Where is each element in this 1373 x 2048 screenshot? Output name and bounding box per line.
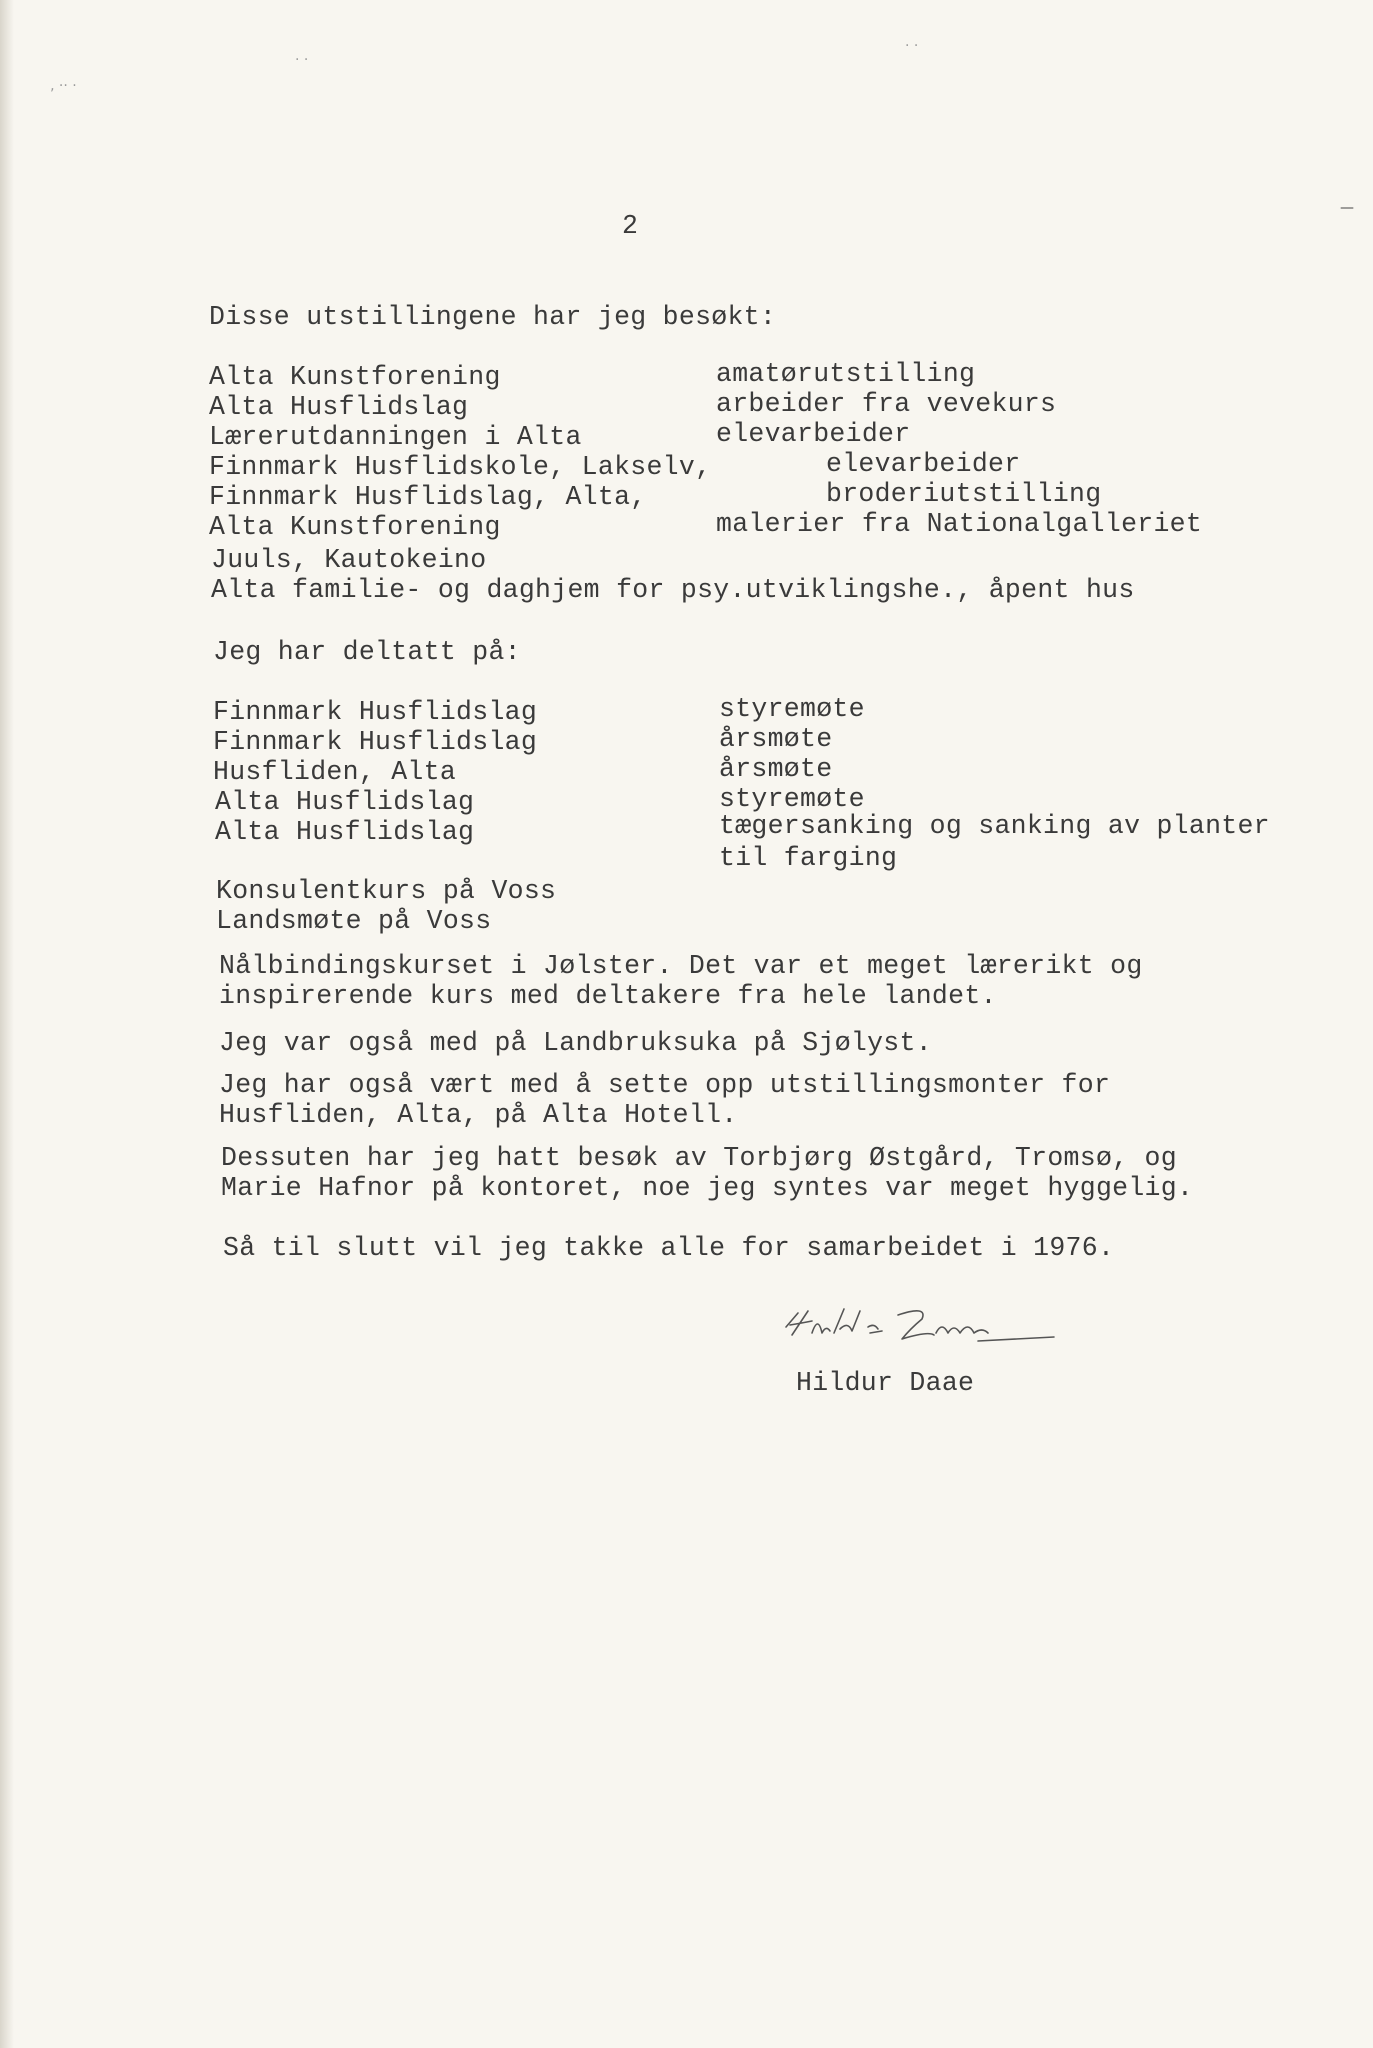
exhibition-desc: arbeider fra vevekurs xyxy=(716,389,1057,419)
paragraph-line: Nålbindingskurset i Jølster. Det var et meget lærerikt og xyxy=(219,951,1143,981)
stray-mark: ‚ ·· · xyxy=(50,78,77,94)
exhibition-place: Finnmark Husflidslag, Alta, xyxy=(209,482,647,512)
exhibition-place: Alta Kunstforening xyxy=(209,362,501,392)
paragraph-line: Jeg har også vært med å sette opp utstillingsmonter for xyxy=(219,1070,1111,1100)
exhibition-place: Juuls, Kautokeino xyxy=(211,545,487,575)
paragraph-line: Dessuten har jeg hatt besøk av Torbjørg Østgård, Tromsø, og xyxy=(221,1143,1177,1173)
paragraph-line: Jeg var også med på Landbruksuka på Sjølyst. xyxy=(219,1028,932,1058)
participation-desc: styremøte xyxy=(719,694,865,724)
course-item: Landsmøte på Voss xyxy=(216,906,492,936)
stray-mark: — xyxy=(1340,200,1354,216)
exhibition-desc: broderiutstilling xyxy=(826,479,1102,509)
exhibition-desc: elevarbeider xyxy=(716,419,911,449)
participation-desc: tægersanking og sanking av planter xyxy=(719,811,1270,841)
participation-desc: til farging xyxy=(719,843,898,873)
exhibition-place: Alta familie- og daghjem for psy.utviklingshe., åpent hus xyxy=(211,575,1135,605)
typed-signature: Hildur Daae xyxy=(796,1368,975,1398)
participation-place: Finnmark Husflidslag xyxy=(213,697,538,727)
participation-place: Finnmark Husflidslag xyxy=(213,727,538,757)
paragraph-line: Marie Hafnor på kontoret, noe jeg syntes var meget hyggelig. xyxy=(221,1173,1194,1203)
participated-heading: Jeg har deltatt på: xyxy=(213,637,521,667)
paragraph-line: Så til slutt vil jeg takke alle for samarbeidet i 1976. xyxy=(223,1233,1115,1263)
exhibition-place: Lærerutdanningen i Alta xyxy=(209,422,582,452)
exhibition-place: Alta Husflidslag xyxy=(209,392,469,422)
participation-desc: styremøte xyxy=(719,784,865,814)
participation-desc: årsmøte xyxy=(719,724,833,754)
intro-heading: Disse utstillingene har jeg besøkt: xyxy=(209,302,777,332)
participation-place: Alta Husflidslag xyxy=(215,787,475,817)
exhibition-desc: amatørutstilling xyxy=(716,359,976,389)
paragraph-line: inspirerende kurs med deltakere fra hele landet. xyxy=(219,981,997,1011)
exhibition-desc: malerier fra Nationalgalleriet xyxy=(716,509,1203,539)
exhibition-place: Finnmark Husflidskole, Lakselv, xyxy=(209,452,712,482)
stray-mark: · · xyxy=(295,52,309,68)
exhibition-desc: elevarbeider xyxy=(826,449,1021,479)
participation-place: Husfliden, Alta xyxy=(213,757,457,787)
paragraph-line: Husfliden, Alta, på Alta Hotell. xyxy=(219,1100,738,1130)
exhibition-place: Alta Kunstforening xyxy=(209,512,501,542)
stray-mark: · · xyxy=(905,38,919,54)
page-number: 2 xyxy=(622,211,639,241)
course-item: Konsulentkurs på Voss xyxy=(216,876,557,906)
participation-place: Alta Husflidslag xyxy=(215,817,475,847)
participation-desc: årsmøte xyxy=(719,754,833,784)
